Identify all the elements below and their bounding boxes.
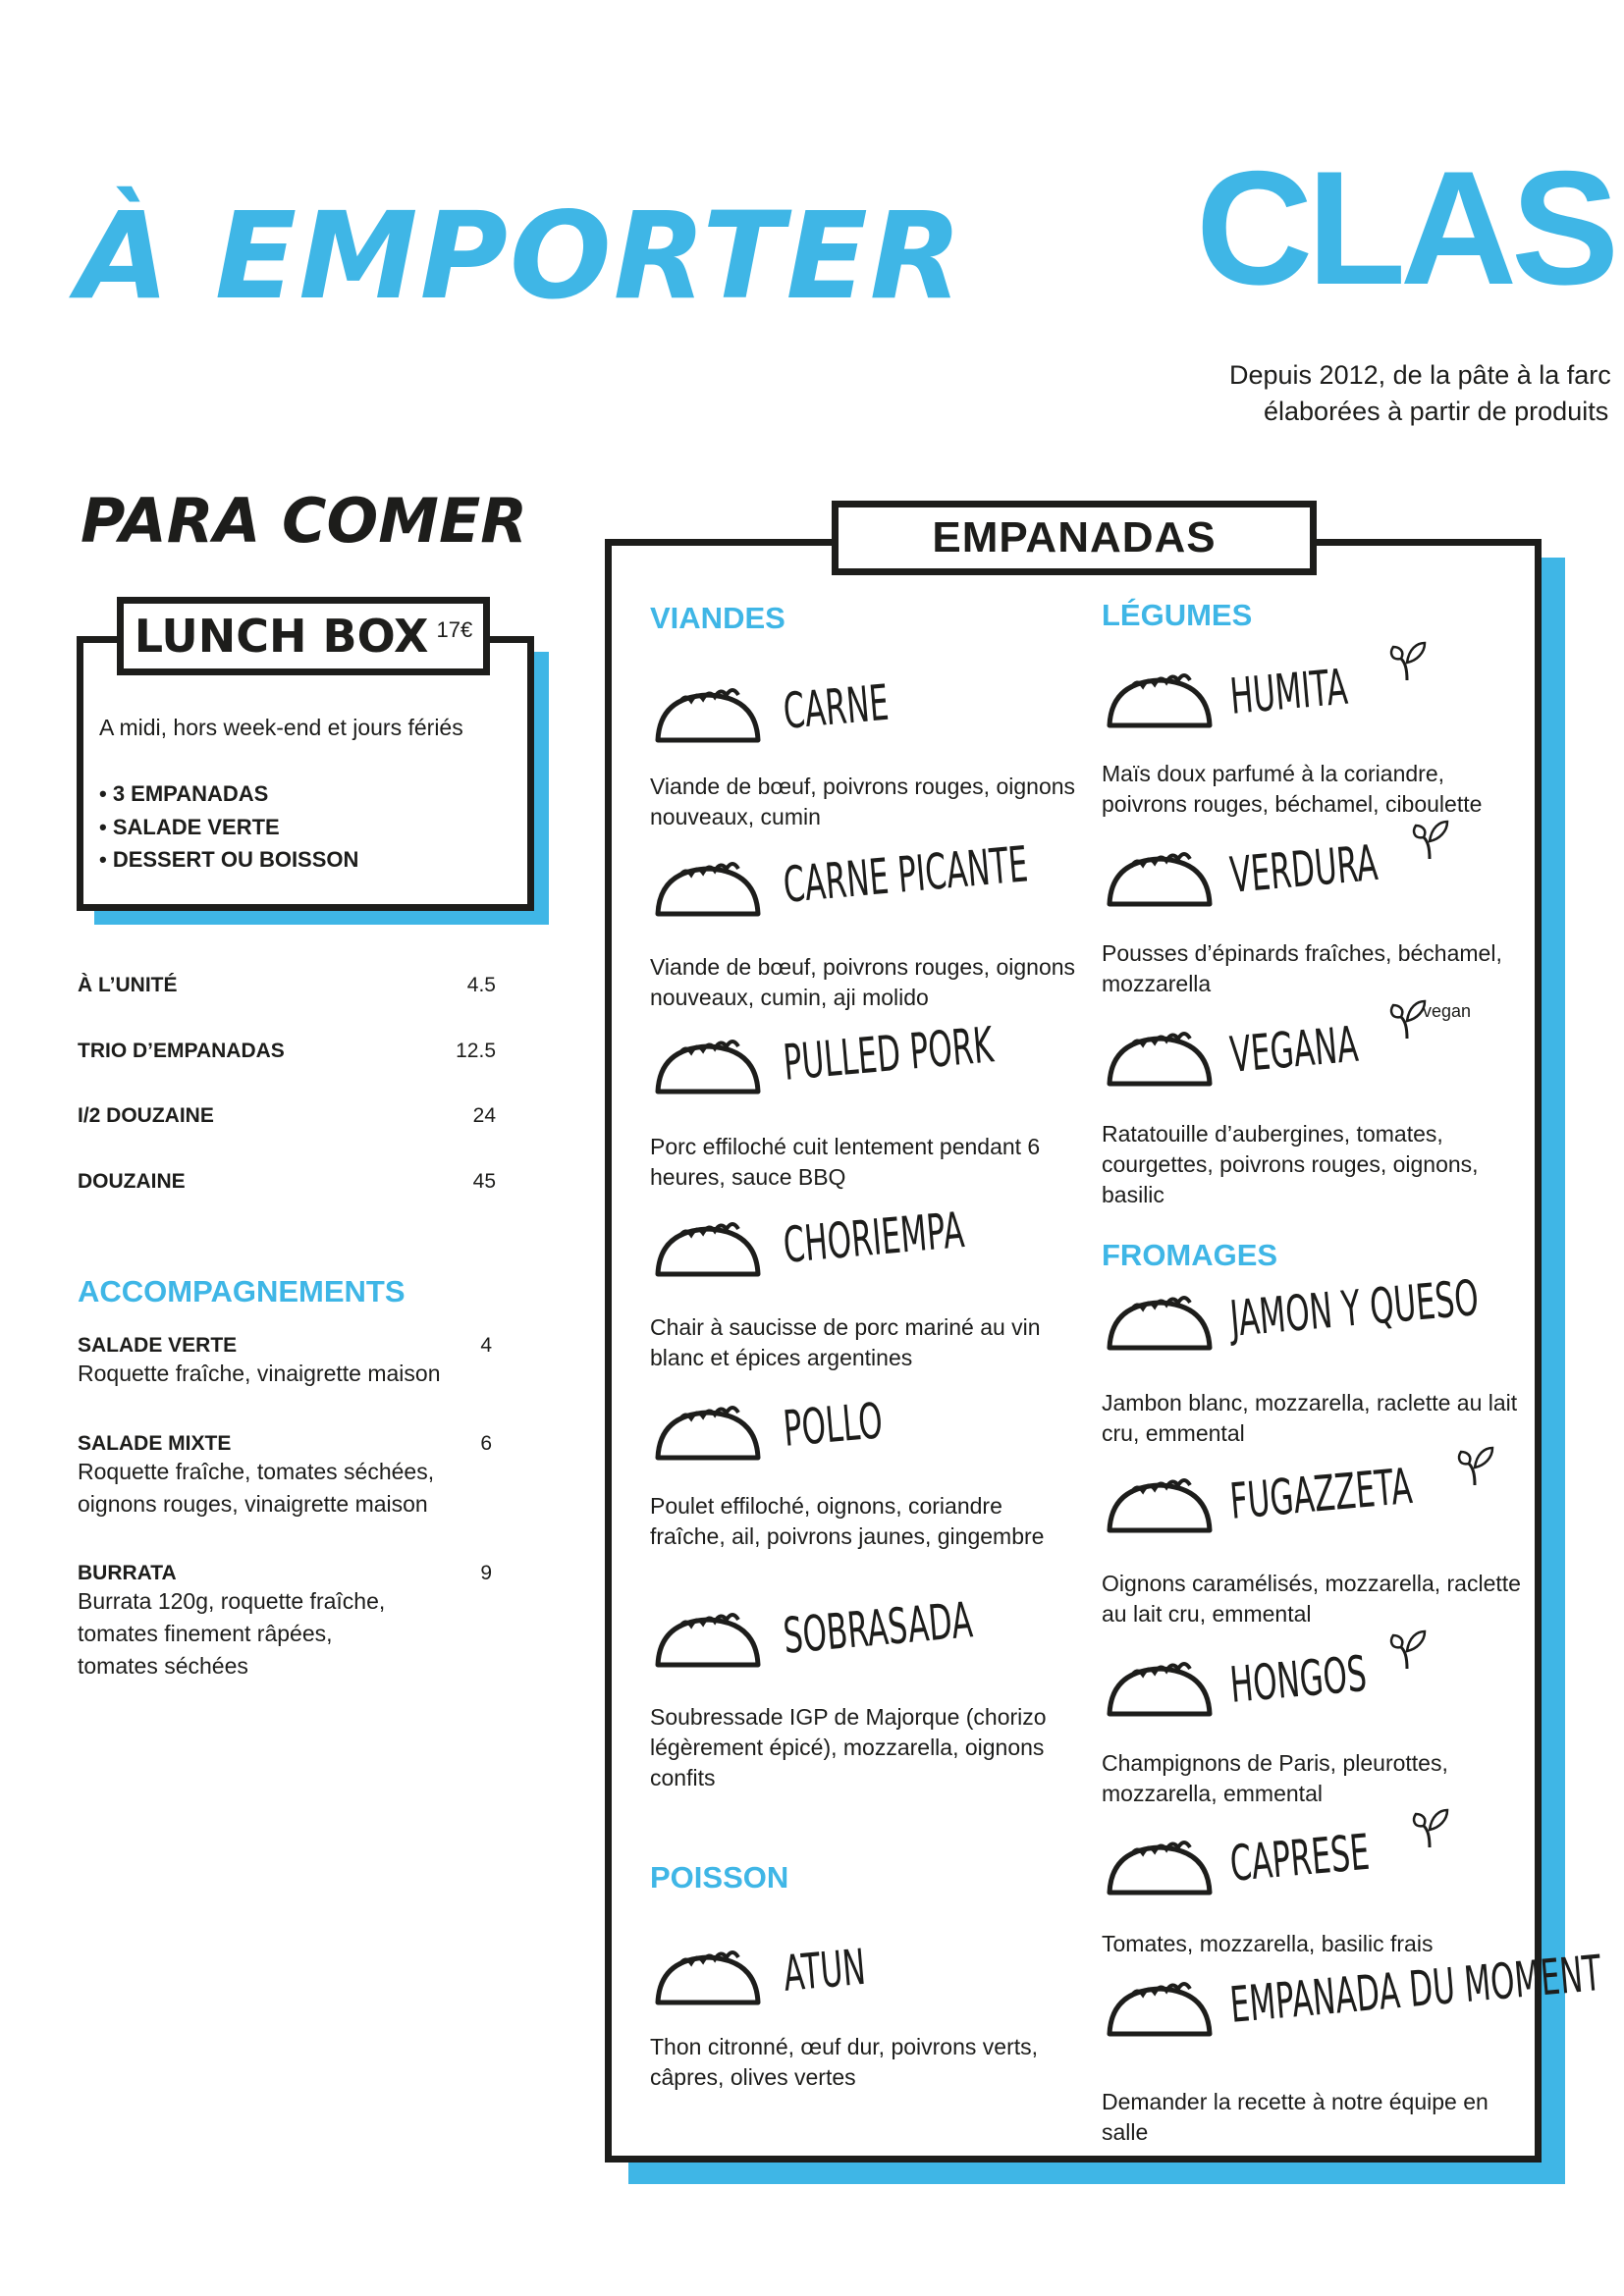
empanada-name: JAMON Y QUESO	[1227, 1269, 1482, 1348]
empanada-name: CARNE	[781, 673, 892, 740]
empanada-icon	[1102, 1973, 1218, 2046]
empanada-icon	[650, 853, 766, 926]
empanada-icon	[1102, 1832, 1218, 1904]
section-heading-legumes: LÉGUMES	[1102, 598, 1253, 632]
empanada-description: Viande de bœuf, poivrons rouges, oignons nouveaux, cumin	[650, 774, 1076, 829]
side-dish-name: BURRATA	[78, 1562, 177, 1584]
side-dish-name: SALADE MIXTE	[78, 1432, 232, 1455]
empanada-name: HUMITA	[1227, 658, 1350, 725]
side-dish-item	[78, 1432, 496, 1521]
section-heading-fromages: FROMAGES	[1102, 1238, 1278, 1272]
empanadas-title: EMPANADAS	[932, 513, 1217, 561]
vegetarian-leaf-icon	[1455, 1444, 1494, 1487]
empanada-name: PULLED PORK	[781, 1016, 996, 1092]
vegetarian-leaf-icon	[1387, 1628, 1427, 1671]
section-heading-poisson: POISSON	[650, 1860, 789, 1895]
side-dish-desc: Roquette fraîche, vinaigrette maison	[78, 1361, 441, 1386]
price-row	[78, 1040, 496, 1063]
vegetarian-leaf-icon	[1387, 639, 1427, 682]
tagline-line-1: Depuis 2012, de la pâte à la farc	[1229, 360, 1611, 390]
empanada-icon	[650, 679, 766, 752]
empanada-name: CAPRESE	[1227, 1823, 1372, 1893]
side-dish-name: SALADE VERTE	[78, 1334, 238, 1357]
price-row	[78, 974, 496, 997]
empanada-name: FUGAZZETA	[1227, 1457, 1415, 1530]
empanada-icon	[1102, 1469, 1218, 1542]
empanada-icon	[1102, 665, 1218, 737]
price-label: I/2 DOUZAINE	[78, 1104, 214, 1127]
side-dish-price: 9	[480, 1562, 492, 1584]
vegan-label: vegan	[1423, 1001, 1472, 1021]
price-label: DOUZAINE	[78, 1170, 186, 1193]
empanada-description: Pousses d’épinards fraîches, béchamel, mozzarella	[1102, 940, 1502, 996]
lunch-box-note: A midi, hors week-end et jours fériés	[99, 715, 463, 740]
empanada-name: HONGOS	[1227, 1644, 1370, 1714]
section-heading-accompagnements: ACCOMPAGNEMENTS	[78, 1274, 406, 1308]
price-row	[78, 1170, 496, 1194]
empanada-description: Demander la recette à notre équipe en salle	[1102, 2089, 1489, 2145]
brand-logo: CLAS	[1196, 137, 1614, 318]
empanada-icon	[650, 1604, 766, 1677]
empanada-name: VERDURA	[1227, 834, 1380, 904]
side-dish-desc: Roquette fraîche, tomates séchées, oignons rouges, vinaigrette maison	[78, 1459, 435, 1517]
empanada-description: Oignons caramélisés, mozzarella, raclette au lait cru, emmental	[1102, 1571, 1521, 1627]
empanada-icon	[1102, 1287, 1218, 1360]
empanada-description: Poulet effiloché, oignons, coriandre fraîche, ail, poivrons jaunes, gingembre	[650, 1493, 1045, 1549]
empanada-description: Champignons de Paris, pleurottes, mozzarella, emmental	[1102, 1750, 1448, 1806]
price-value: 45	[472, 1170, 496, 1193]
empanada-name: POLLO	[781, 1392, 886, 1458]
lunch-box-title: LUNCH BOX	[134, 610, 429, 663]
price-label: À L’UNITÉ	[78, 974, 178, 996]
price-value: 24	[472, 1104, 496, 1127]
empanada-icon	[650, 1031, 766, 1103]
price-value: 12.5	[456, 1040, 496, 1062]
empanada-description: Jambon blanc, mozzarella, raclette au lait cru, emmental	[1102, 1390, 1518, 1446]
empanada-name: ATUN	[781, 1938, 868, 2002]
empanada-icon	[1102, 1653, 1218, 1726]
empanada-name: SOBRASADA	[781, 1591, 975, 1665]
vegetarian-leaf-icon	[1410, 1806, 1449, 1849]
vegetarian-leaf-icon	[1410, 818, 1449, 861]
lunch-box-item: • SALADE VERTE	[99, 815, 280, 839]
empanada-description: Chair à saucisse de porc mariné au vin blanc et épices argentines	[650, 1314, 1041, 1370]
side-dish-desc: Burrata 120g, roquette fraîche, tomates finement râpées, tomates séchées	[78, 1588, 386, 1679]
empanada-description: Tomates, mozzarella, basilic frais	[1102, 1931, 1434, 1956]
lunch-box-price: 17€	[436, 617, 473, 642]
empanada-icon	[650, 1213, 766, 1286]
side-dish-price: 4	[480, 1334, 492, 1357]
empanada-description: Thon citronné, œuf dur, poivrons verts, câpres, olives vertes	[650, 2034, 1039, 2090]
side-dish-item	[78, 1334, 496, 1390]
empanada-description: Viande de bœuf, poivrons rouges, oignons nouveaux, cumin, aji molido	[650, 954, 1076, 1010]
price-row	[78, 1104, 496, 1128]
empanada-icon	[650, 1942, 766, 2014]
lunch-box-title-box	[117, 597, 490, 675]
empanada-description: Soubressade IGP de Majorque (chorizo légèrement épicé), mozzarella, oignons confits	[650, 1704, 1047, 1790]
empanada-icon	[1102, 843, 1218, 916]
lunch-box-item: • 3 EMPANADAS	[99, 781, 269, 806]
empanada-icon	[1102, 1023, 1218, 1095]
empanada-name: VEGANA	[1227, 1015, 1361, 1084]
price-value: 4.5	[466, 974, 496, 996]
side-dish-price: 6	[480, 1432, 492, 1455]
empanadas-title-box	[832, 501, 1317, 575]
side-dish-item	[78, 1562, 496, 1682]
empanada-name: CHORIEMPA	[781, 1201, 967, 1274]
empanada-icon	[650, 1397, 766, 1469]
page-title: À EMPORTER	[77, 187, 964, 326]
empanada-name: EMPANADA DU MOMENT	[1227, 1945, 1604, 2034]
empanada-description: Maïs doux parfumé à la coriandre, poivrons rouges, béchamel, ciboulette	[1102, 761, 1483, 817]
lunch-box-item: • DESSERT OU BOISSON	[99, 847, 359, 872]
empanada-name: CARNE PICANTE	[781, 835, 1031, 914]
section-heading-para-comer: PARA COMER	[81, 485, 528, 557]
vegetarian-leaf-icon	[1387, 997, 1427, 1041]
section-heading-viandes: VIANDES	[650, 601, 785, 635]
price-label: TRIO D’EMPANADAS	[78, 1040, 285, 1062]
empanada-description: Porc effiloché cuit lentement pendant 6 heures, sauce BBQ	[650, 1134, 1041, 1190]
tagline-line-2: élaborées à partir de produits	[1264, 397, 1609, 426]
empanada-description: Ratatouille d’aubergines, tomates, courgettes, poivrons rouges, oignons, basilic	[1102, 1121, 1479, 1207]
